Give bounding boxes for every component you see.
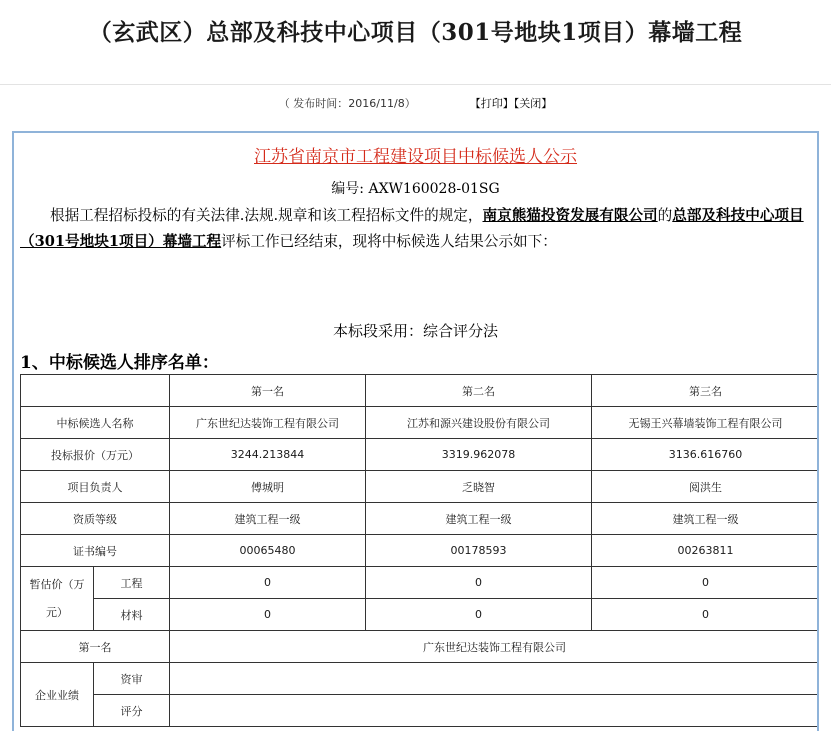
table-corner [21,375,170,407]
notice-body-part3: 评标工作已经结束，现将中标候选人结果公示如下： [221,233,557,250]
row-label: 项目负责人 [21,471,170,503]
table-row [21,407,820,439]
table-cell: 3136.616760 [592,439,820,471]
row-label: 第一名 [21,631,170,663]
table-row [21,535,820,567]
row-label: 评分 [94,695,170,727]
row-label: 投标报价（万元） [21,439,170,471]
row-label: 工程 [94,567,170,599]
table-cell: 0 [592,599,820,631]
candidate-table [20,374,819,727]
table-cell: 0 [366,599,592,631]
table-cell [170,695,820,727]
row-label: 中标候选人名称 [21,407,170,439]
header-cell: 第三名 [592,375,820,407]
table-cell: 广东世纪达装饰工程有限公司 [170,407,366,439]
table-cell: 0 [170,599,366,631]
notice-body-part1: 根据工程招标投标的有关法律.法规.规章和该工程招标文件的规定， [50,207,483,224]
publish-date: （ 发布时间：2016/11/8） [278,97,416,110]
performance-label: 企业业绩 [21,663,94,727]
header-cell: 第二名 [366,375,592,407]
table-cell: 00065480 [170,535,366,567]
table-cell: 江苏和源兴建设股份有限公司 [366,407,592,439]
table-cell: 建筑工程一级 [592,503,820,535]
title-divider [0,84,831,85]
table-header-row [21,375,820,407]
row-label: 证书编号 [21,535,170,567]
table-cell: 乏晓智 [366,471,592,503]
table-row [21,695,820,727]
row-label: 资审 [94,663,170,695]
table-cell: 3244.213844 [170,439,366,471]
table-cell: 0 [170,567,366,599]
row-label: 材料 [94,599,170,631]
table-row [21,663,820,695]
table-cell [170,663,820,695]
notice-body-part2: 的 [657,207,673,224]
table-cell: 0 [592,567,820,599]
table-row [21,631,820,663]
table-row [21,503,820,535]
table-cell: 建筑工程一级 [170,503,366,535]
page-title: （玄武区）总部及科技中心项目（301号地块1项目）幕墙工程 [88,19,743,46]
project-name: 总部及科技中心项目（301号地块1项目）幕墙工程 [20,207,804,250]
table-cell: 00178593 [366,535,592,567]
table-cell: 0 [366,567,592,599]
table-row [21,439,820,471]
evaluation-method: 本标段采用：综合评分法 [332,322,498,340]
tenderer-name: 南京熊猫投资发展有限公司 [482,207,658,224]
table-cell: 阅洪生 [592,471,820,503]
table-row [21,471,820,503]
row-label: 资质等级 [21,503,170,535]
section-heading: 1、中标候选人排序名单： [20,353,219,373]
table-cell: 无锡王兴幕墙装饰工程有限公司 [592,407,820,439]
notice-content [12,131,819,731]
meta-bar [0,95,831,111]
print-link[interactable]: 【打印】 [469,97,514,110]
table-cell: 3319.962078 [366,439,592,471]
table-cell: 广东世纪达装饰工程有限公司 [170,631,820,663]
header-cell: 第一名 [170,375,366,407]
notice-body [20,203,810,255]
table-cell: 建筑工程一级 [366,503,592,535]
table-cell: 傅城明 [170,471,366,503]
provisional-label: 暂估价（万元） [21,567,94,631]
notice-code: 编号: AXW160028-01SG [331,181,500,197]
notice-title: 江苏省南京市工程建设项目中标候选人公示 [254,147,577,167]
table-row [21,599,820,631]
table-row [21,567,820,599]
close-link[interactable]: 【关闭】 [513,97,553,110]
table-cell: 00263811 [592,535,820,567]
